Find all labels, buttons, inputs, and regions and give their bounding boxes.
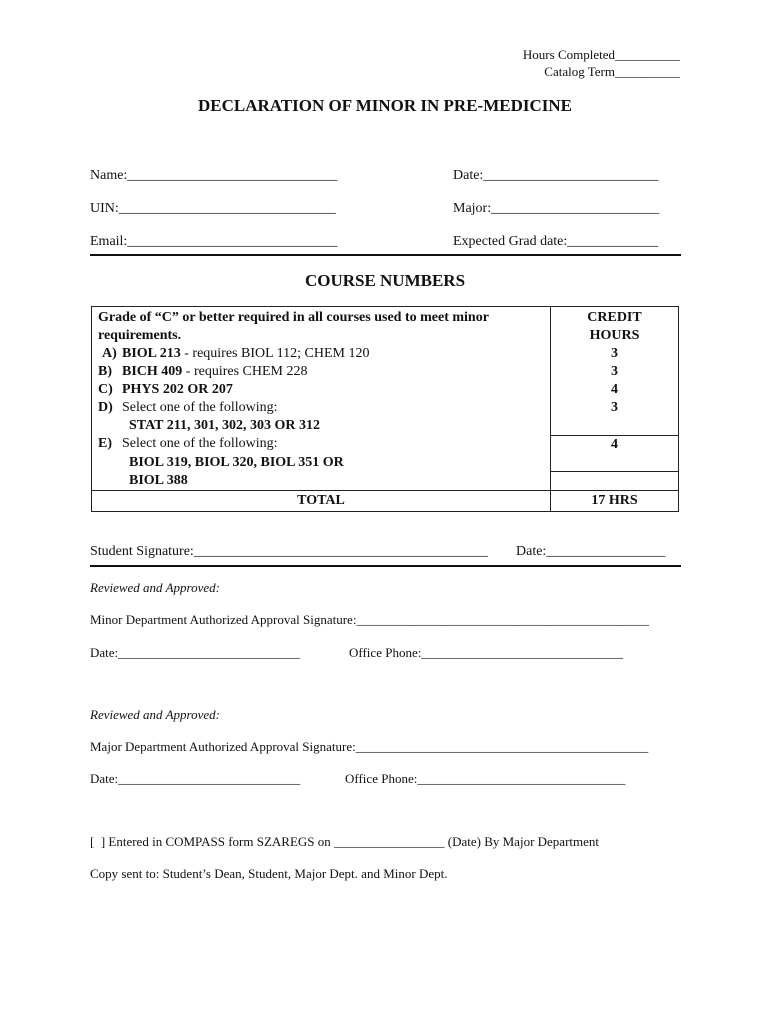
- table-row: E) Select one of the following: 4: [92, 435, 679, 454]
- table-row: STAT 211, 301, 302, 303 OR 312: [92, 417, 679, 435]
- table-row: B) BICH 409 - requires CHEM 228 3: [92, 363, 679, 381]
- credit-value: 3: [551, 399, 679, 417]
- student-signature-field[interactable]: Student Signature:__________________________________________: [90, 544, 488, 559]
- course-code: PHYS 202 OR 207: [122, 382, 233, 397]
- course-numbers-heading: COURSE NUMBERS: [304, 271, 466, 290]
- page-title: DECLARATION OF MINOR IN PRE-MEDICINE: [197, 96, 572, 115]
- minor-office-phone-field[interactable]: Office Phone:_______________________________: [349, 645, 623, 660]
- course-code: BICH 409: [122, 364, 183, 379]
- hours-completed-field[interactable]: Hours Completed__________: [522, 47, 680, 62]
- name-field[interactable]: Name:______________________________: [90, 168, 338, 183]
- signature-date-field[interactable]: Date:_________________: [516, 544, 666, 559]
- section-divider: [90, 254, 681, 256]
- catalog-term-field[interactable]: Catalog Term__________: [544, 64, 680, 79]
- table-row: BIOL 319, BIOL 320, BIOL 351 OR: [92, 454, 679, 472]
- minor-date-field[interactable]: Date:____________________________: [90, 645, 301, 660]
- requirement-note: Grade of “C” or better required in all courses used to meet minor requirements.: [92, 307, 551, 346]
- major-reviewed-label: Reviewed and Approved:: [90, 707, 220, 722]
- major-approval-signature-field[interactable]: Major Department Authorized Approval Signature:_____________________________________________: [90, 739, 649, 754]
- table-row: D) Select one of the following: 3: [92, 399, 679, 417]
- minor-approval-signature-field[interactable]: Minor Department Authorized Approval Signature:_____________________________________________: [90, 612, 649, 627]
- major-office-phone-field[interactable]: Office Phone:________________________________: [345, 771, 626, 786]
- table-row: BIOL 388: [92, 472, 679, 491]
- credit-value: 4: [551, 381, 679, 399]
- table-row: C) PHYS 202 OR 207 4: [92, 381, 679, 399]
- credit-hours-header: CREDIT HOURS: [551, 307, 679, 346]
- major-date-field[interactable]: Date:____________________________: [90, 771, 301, 786]
- major-field[interactable]: Major:________________________: [453, 201, 660, 216]
- course-table: [91, 306, 679, 512]
- date-field[interactable]: Date:_________________________: [453, 168, 659, 183]
- credit-value: 3: [551, 363, 679, 381]
- course-code: BIOL 213: [122, 346, 181, 361]
- credit-value: 3: [551, 345, 679, 363]
- expected-grad-field[interactable]: Expected Grad date:_____________: [453, 234, 659, 249]
- minor-reviewed-label: Reviewed and Approved:: [90, 580, 220, 595]
- total-row: [92, 490, 679, 511]
- uin-field[interactable]: UIN:_______________________________: [90, 201, 336, 216]
- total-label: TOTAL: [92, 490, 551, 511]
- total-value: 17 HRS: [551, 490, 679, 511]
- section-divider: [90, 565, 681, 567]
- email-field[interactable]: Email:______________________________: [90, 234, 338, 249]
- copy-sent-note: Copy sent to: Student’s Dean, Student, Major Dept. and Minor Dept.: [90, 866, 448, 881]
- credit-value: 4: [551, 435, 679, 454]
- table-row: A) BIOL 213 - requires BIOL 112; CHEM 120 3: [92, 345, 679, 363]
- compass-entry-line[interactable]: [ ] Entered in COMPASS form SZAREGS on _________________ (Date) By Major Department: [90, 834, 600, 849]
